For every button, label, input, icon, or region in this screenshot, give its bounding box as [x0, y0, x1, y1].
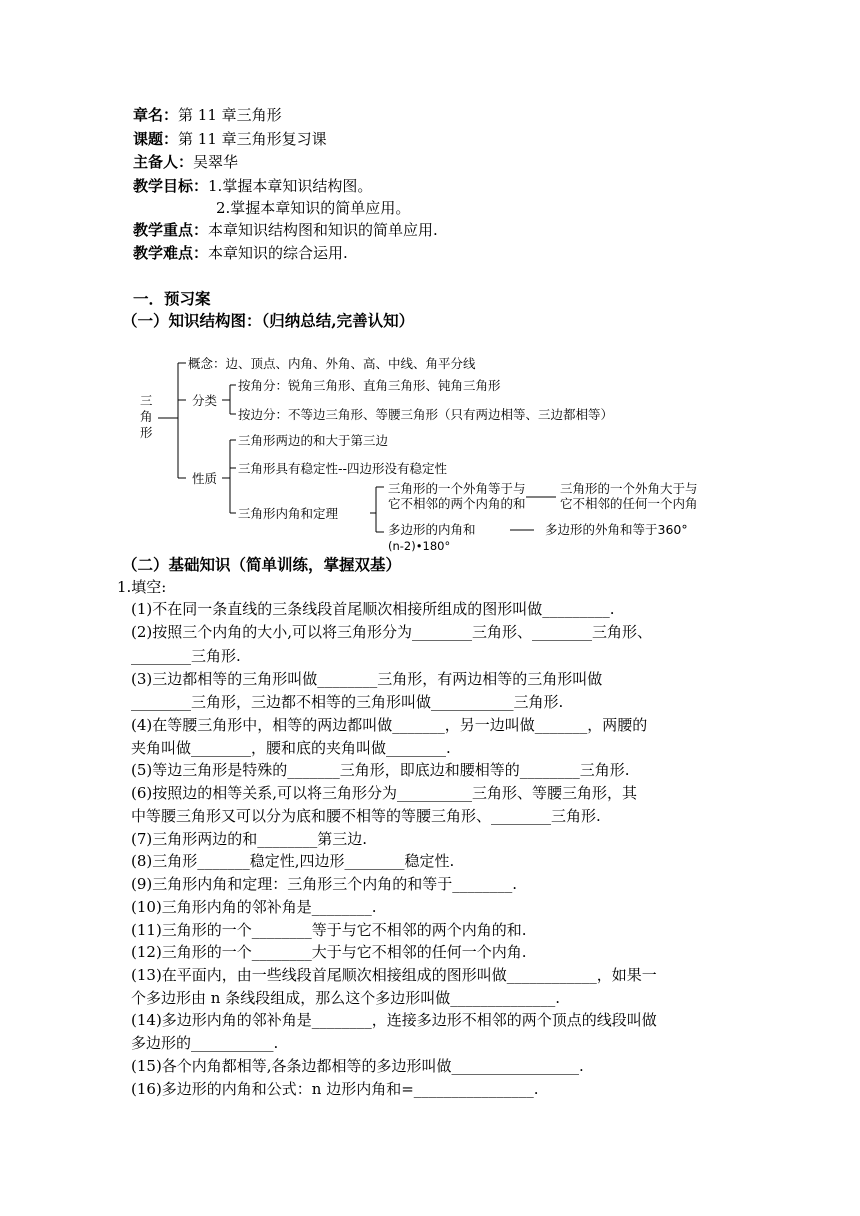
question-line: (13)在平面内，由一些线段首尾顺次相接组成的图形叫做____________，如果一: [131, 966, 657, 984]
chapter-row: [133, 106, 282, 124]
topic-value: 第 11 章三角形复习课: [178, 130, 327, 148]
chapter-label: 章名：: [133, 106, 179, 124]
difficulty-row: [133, 244, 348, 262]
topic-label: 课题：: [133, 130, 179, 148]
chapter-value: 第 11 章三角形: [178, 106, 282, 124]
tree-root-label: 三角形: [140, 393, 153, 440]
tree-property: 性质: [192, 471, 218, 486]
question-line: (4)在等腰三角形中，相等的两边都叫做_______，另一边叫做_______，两腰的: [131, 716, 648, 734]
question-line: (11)三角形的一个________等于与它不相邻的两个内角的和.: [131, 921, 527, 939]
tree-by-angle: 按角分：锐角三角形、直角三角形、钝角三角形: [238, 378, 501, 393]
question-line: (3)三边都相等的三角形叫做________三角形，有两边相等的三角形叫做: [131, 670, 603, 688]
question-line: (2)按照三个内角的大小,可以将三角形分为________三角形、________三角形、: [131, 623, 653, 641]
question-line: 多边形的___________.: [131, 1034, 279, 1052]
tree-property-3: 三角形内角和定理: [238, 506, 339, 521]
question-line: (9)三角形内角和定理：三角形三个内角的和等于________.: [131, 875, 518, 893]
goals-label: 教学目标：: [133, 177, 209, 195]
tree-exterior-2-line1: 三角形的一个外角大于与: [560, 481, 698, 496]
question-line: (10)三角形内角的邻补角是________.: [131, 898, 377, 916]
tree-property-1: 三角形两边的和大于第三边: [238, 433, 389, 448]
question-line: (14)多边形内角的邻补角是________，连接多边形不相邻的两个顶点的线段叫做: [131, 1011, 657, 1029]
question-line: (6)按照边的相等关系,可以将三角形分为__________三角形、等腰三角形，其: [131, 784, 638, 802]
preparer-value: 吴翠华: [193, 153, 239, 171]
preparer-row: [133, 153, 238, 171]
question-line: 夹角叫做________，腰和底的夹角叫做________.: [131, 739, 451, 757]
tree-concept: 概念：边、顶点、内角、外角、高、中线、角平分线: [188, 356, 476, 371]
tree-exterior-1-line2: 它不相邻的两个内角的和: [388, 496, 526, 511]
question-line: ________三角形.: [131, 647, 241, 665]
goal-2: 2.掌握本章知识的简单应用。: [216, 199, 411, 217]
question-line: 个多边形由 n 条线段组成，那么这个多边形叫做______________.: [131, 989, 560, 1007]
subsection-basics-title: （二）基础知识（简单训练，掌握双基）: [122, 555, 402, 574]
subsection-structure-title: （一）知识结构图：（归纳总结,完善认知）: [122, 311, 415, 330]
difficulty-label: 教学难点：: [133, 244, 209, 262]
question-line: 中等腰三角形又可以分为底和腰不相等的等腰三角形、________三角形.: [131, 807, 601, 825]
question-line: (1)不在同一条直线的三条线段首尾顺次相接所组成的图形叫做_________.: [131, 600, 615, 618]
question-line: (5)等边三角形是特殊的_______三角形，即底边和腰相等的________三角形.: [131, 761, 630, 779]
key-value: 本章知识结构图和知识的简单应用.: [208, 221, 438, 239]
preparer-label: 主备人：: [133, 153, 194, 171]
topic-row: [133, 130, 327, 148]
fill-in-title: 1.填空:: [117, 578, 167, 596]
key-row: [133, 221, 438, 239]
section-title: 一．预习案: [133, 289, 211, 308]
tree-exterior-2-line2: 它不相邻的任何一个内角: [560, 496, 698, 511]
tree-classify: 分类: [192, 393, 218, 408]
tree-polygon-exterior: 多边形的外角和等于360°: [545, 522, 688, 537]
goals-row: [133, 177, 372, 195]
knowledge-structure-diagram: [138, 347, 758, 557]
question-line: (12)三角形的一个________大于与它不相邻的任何一个内角.: [131, 943, 527, 961]
tree-property-2: 三角形具有稳定性--四边形没有稳定性: [238, 461, 448, 476]
difficulty-value: 本章知识的综合运用.: [208, 244, 348, 262]
tree-polygon-interior-formula: (n-2)•180°: [388, 539, 451, 553]
tree-by-side: 按边分：不等边三角形、等腰三角形（只有两边相等、三边都相等）: [238, 407, 614, 422]
tree-polygon-interior-line1: 多边形的内角和: [388, 522, 476, 537]
question-line: (15)各个内角都相等,各条边都相等的多边形叫做_________________.: [131, 1057, 584, 1075]
goal-1: 1.掌握本章知识结构图。: [208, 177, 373, 195]
tree-exterior-1-line1: 三角形的一个外角等于与: [388, 481, 526, 496]
question-line: (8)三角形_______稳定性,四边形________稳定性.: [131, 852, 455, 870]
question-line: (7)三角形两边的和________第三边.: [131, 830, 368, 848]
key-label: 教学重点：: [133, 221, 209, 239]
question-line: (16)多边形的内角和公式：n 边形内角和=________________.: [131, 1080, 539, 1098]
question-line: ________三角形，三边都不相等的三角形叫做___________三角形.: [131, 693, 564, 711]
